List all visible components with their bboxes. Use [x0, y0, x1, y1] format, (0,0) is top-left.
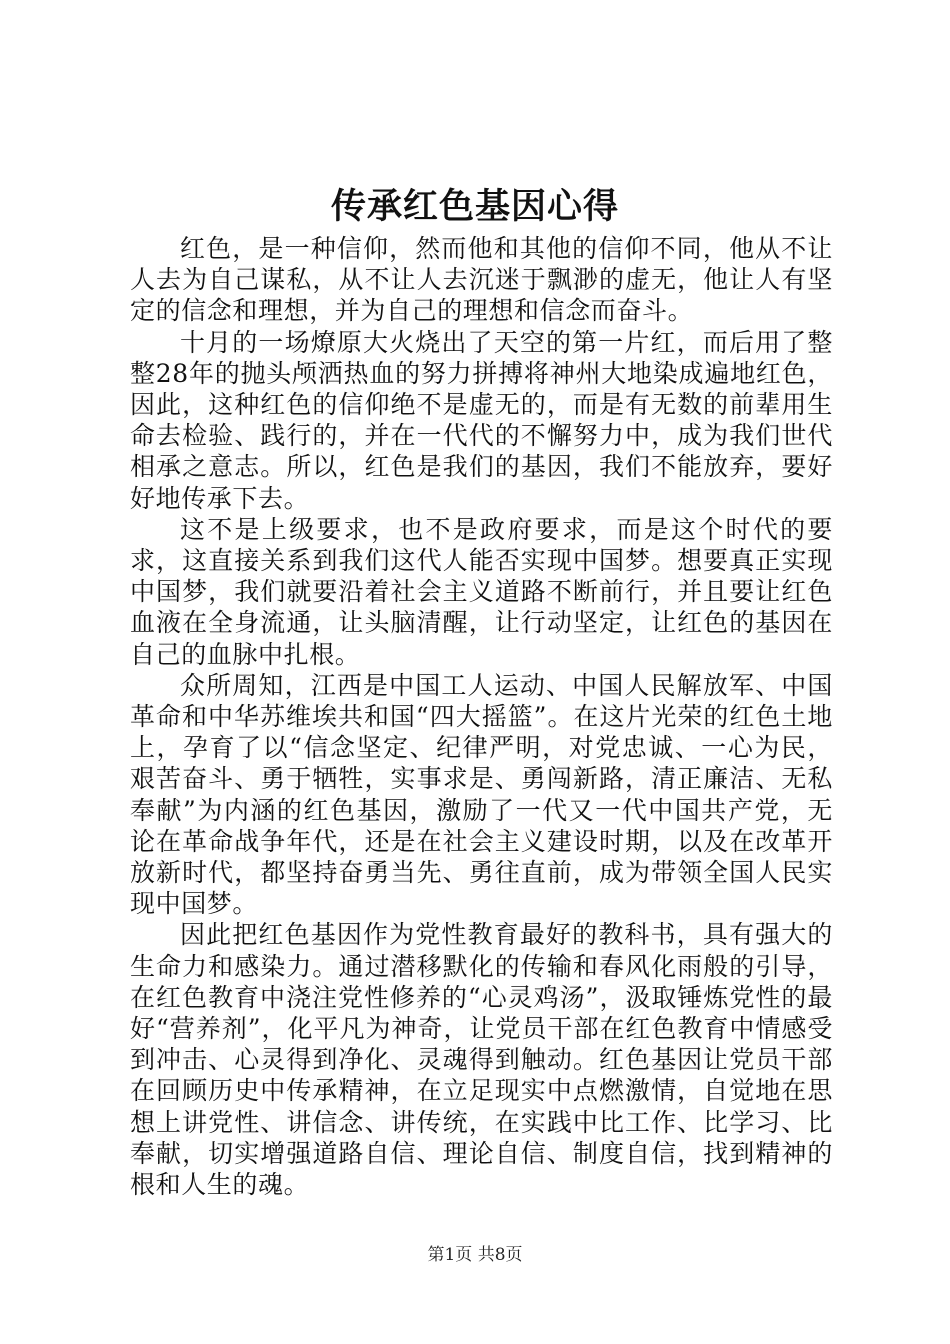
paragraph-4: 众所周知，江西是中国工人运动、中国人民解放军、中国革命和中华苏维埃共和国“四大摇篮”。在这片光荣的红色土地上，孕育了以“信念坚定、纪律严明，对党忠诚、一心为民，艰苦奋斗、勇于牺牲，实事求是、勇闯新路，清正廉洁、无私奉献”为内涵的红色基因，激励了一代又一代中国共产党，无论在革命战争年代，还是在社会主义建设时期，以及在改革开放新时代，都坚持奋勇当先、勇往直前，成为带领全国人民实现中国梦。 [130, 670, 833, 919]
paragraph-5: 因此把红色基因作为党性教育最好的教科书，具有强大的生命力和感染力。通过潜移默化的传输和春风化雨般的引导，在红色教育中浇注党性修养的“心灵鸡汤”，汲取锤炼党性的最好“营养剂”，化平凡为神奇，让党员干部在红色教育中情感受到冲击、心灵得到净化、灵魂得到触动。红色基因让党员干部在回顾历史中传承精神，在立足现实中点燃激情，自觉地在思想上讲党性、讲信念、讲传统，在实践中比工作、比学习、比奉献，切实增强道路自信、理论自信、制度自信，找到精神的根和人生的魂。 [130, 920, 833, 1200]
document-title: 传承红色基因心得 [330, 186, 619, 227]
paragraph-1: 红色，是一种信仰，然而他和其他的信仰不同，他从不让人去为自己谋私，从不让人去沉迷于飘渺的虚无，他让人有坚定的信念和理想，并为自己的理想和信念而奋斗。 [130, 234, 833, 326]
document-body [130, 233, 833, 1200]
paragraph-3: 这不是上级要求，也不是政府要求，而是这个时代的要求，这直接关系到我们这代人能否实现中国梦。想要真正实现中国梦，我们就要沿着社会主义道路不断前行，并且要让红色血液在全身流通，让头脑清醒，让行动坚定，让红色的基因在自己的血脉中扎根。 [130, 514, 833, 669]
page-footer: 第1页 共8页 [427, 1245, 523, 1265]
paragraph-2: 十月的一场燎原大火烧出了天空的第一片红，而后用了整整28年的抛头颅洒热血的努力拼搏将神州大地染成遍地红色，因此，这种红色的信仰绝不是虚无的，而是有无数的前辈用生命去检验、践行的，并在一代代的不懈努力中，成为我们世代相承之意志。所以，红色是我们的基因，我们不能放弃，要好好地传承下去。 [130, 327, 833, 513]
